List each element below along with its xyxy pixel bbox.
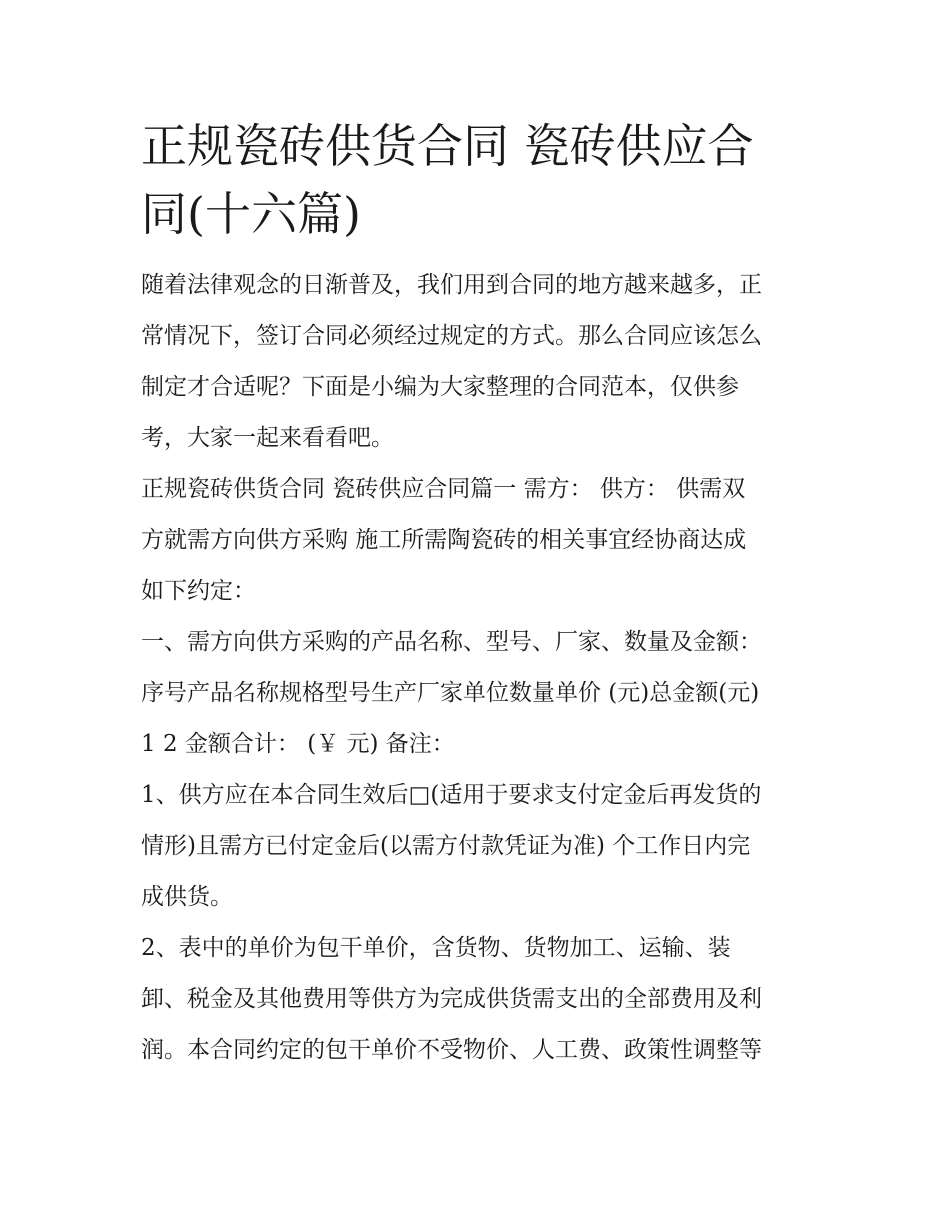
intro-paragraph: [141, 260, 816, 464]
text-line: 如下约定：: [141, 578, 256, 604]
document-title: [141, 112, 816, 248]
text-line: 序号产品名称规格型号生产厂家单位数量单价 (元)总金额(元): [141, 680, 760, 706]
text-line: 情形)且需方已付定金后(以需方付款凭证为准) 个工作日内完: [141, 833, 751, 859]
section-one-paragraph: [141, 617, 816, 770]
document-page: [141, 112, 816, 1076]
text-line: 一、需方向供方采购的产品名称、型号、厂家、数量及金额：: [141, 629, 762, 655]
contract-parties-paragraph: [141, 464, 816, 617]
title-line: 正规瓷砖供货合同 瓷砖供应合: [141, 119, 754, 173]
text-line: 方就需方向供方采购 施工所需陶瓷砖的相关事宜经协商达成: [141, 527, 747, 553]
clause-two-paragraph: [141, 923, 816, 1076]
text-line: 卸、税金及其他费用等供方为完成供货需支出的全部费用及利: [141, 986, 762, 1012]
text-line: 1 2 金额合计： (￥ 元) 备注：: [141, 731, 455, 757]
text-line: 考，大家一起来看看吧。: [141, 425, 394, 451]
title-line: 同(十六篇): [141, 187, 361, 241]
text-line: 润。本合同约定的包干单价不受物价、人工费、政策性调整等: [141, 1037, 762, 1063]
text-line: 制定才合适呢？下面是小编为大家整理的合同范本，仅供参: [141, 374, 739, 400]
text-line: 1、供方应在本合同生效后□(适用于要求支付定金后再发货的: [141, 782, 762, 808]
text-line: 常情况下，签订合同必须经过规定的方式。那么合同应该怎么: [141, 323, 762, 349]
clause-one-paragraph: [141, 770, 816, 923]
text-line: 正规瓷砖供货合同 瓷砖供应合同篇一 需方： 供方： 供需双: [141, 476, 746, 502]
text-line: 成供货。: [141, 884, 233, 910]
text-line: 2、表中的单价为包干单价，含货物、货物加工、运输、装: [141, 935, 731, 961]
text-line: 随着法律观念的日渐普及，我们用到合同的地方越来越多，正: [141, 272, 762, 298]
